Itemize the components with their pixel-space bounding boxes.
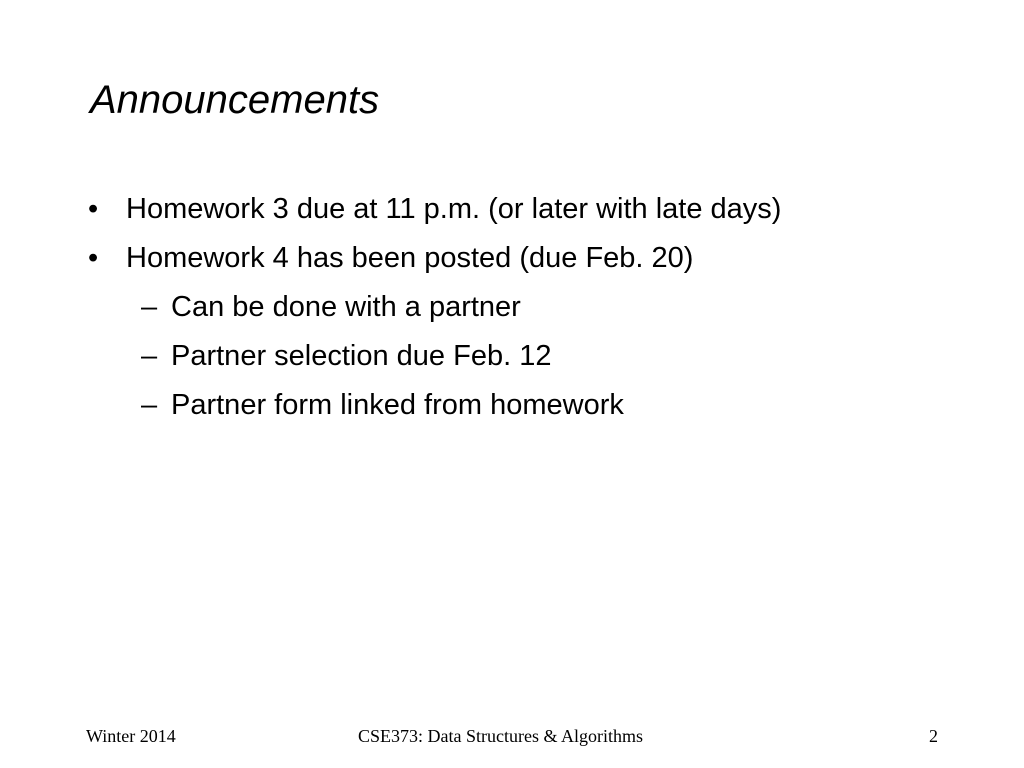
- bullet-list: [88, 185, 988, 430]
- footer-page-number: 2: [929, 726, 938, 746]
- bullet-item: [88, 234, 988, 283]
- sub-bullet-text: Partner form linked from homework: [171, 389, 624, 421]
- sub-bullet-item: [88, 283, 988, 332]
- bullet-marker: •: [88, 193, 99, 225]
- footer-course-title: CSE373: Data Structures & Algorithms: [358, 726, 643, 746]
- slide-title: Announcements: [90, 78, 380, 122]
- bullet-text: Homework 4 has been posted (due Feb. 20): [126, 242, 694, 274]
- bullet-item: [88, 185, 988, 234]
- bullet-text: Homework 3 due at 11 p.m. (or later with late days): [126, 193, 782, 225]
- sub-bullet-text: Can be done with a partner: [171, 291, 521, 323]
- sub-bullet-item: [88, 381, 988, 430]
- dash-marker: –: [141, 291, 158, 323]
- sub-bullet-text: Partner selection due Feb. 12: [171, 340, 552, 372]
- dash-marker: –: [141, 389, 158, 421]
- bullet-marker: •: [88, 242, 99, 274]
- dash-marker: –: [141, 340, 158, 372]
- footer-term: Winter 2014: [86, 726, 176, 746]
- sub-bullet-item: [88, 332, 988, 381]
